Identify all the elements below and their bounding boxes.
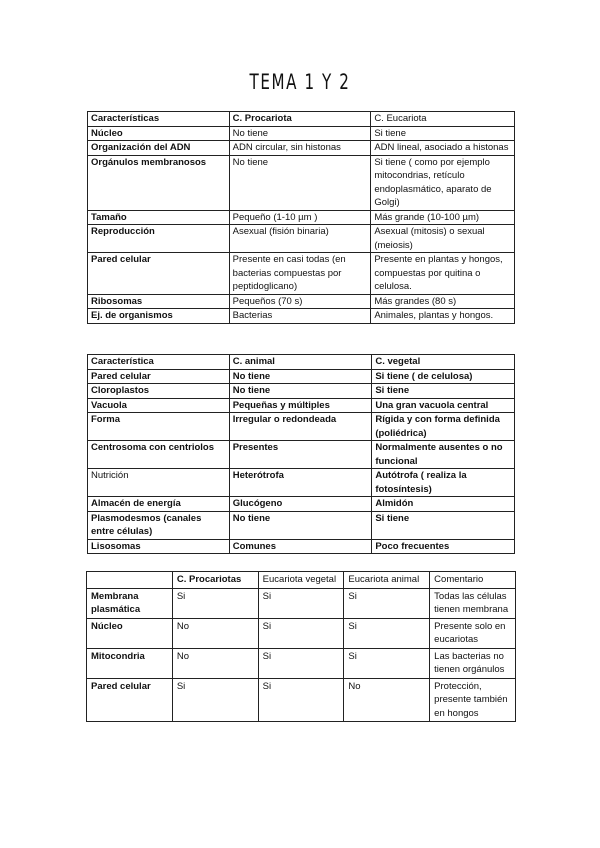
- table-cell: No tiene: [229, 155, 371, 210]
- table-cell: Si tiene: [371, 126, 515, 141]
- table-cell: Almidón: [372, 497, 515, 512]
- table-cell: Si tiene ( como por ejemplo mitocondrias, retículo endoplasmático, aparato de Golgi): [371, 155, 515, 210]
- header-cell: Característica: [88, 355, 230, 370]
- table-cell: No tiene: [229, 126, 371, 141]
- table-cell: Presente solo en eucariotas: [430, 618, 516, 648]
- table-row: [88, 398, 515, 413]
- table-cell: ADN lineal, asociado a histonas: [371, 141, 515, 156]
- row-label: Forma: [88, 413, 230, 441]
- table-cell: Asexual (fisión binaria): [229, 225, 371, 253]
- row-label: Orgánulos membranosos: [88, 155, 230, 210]
- row-label: Mitocondria: [87, 648, 173, 678]
- row-label: Núcleo: [88, 126, 230, 141]
- row-label: Organización del ADN: [88, 141, 230, 156]
- table-cell: Todas las células tienen membrana: [430, 588, 516, 618]
- table-row: [87, 678, 516, 722]
- table-cell: Pequeño (1-10 µm ): [229, 210, 371, 225]
- table-row: [88, 369, 515, 384]
- table-cell: Comunes: [229, 539, 372, 554]
- table-cell: Pequeños (70 s): [229, 294, 371, 309]
- row-label: Ribosomas: [88, 294, 230, 309]
- table-row: [88, 309, 515, 324]
- table-cell: No tiene: [229, 511, 372, 539]
- prokaryote-eukaryote-table: [87, 111, 515, 324]
- table-row: [88, 210, 515, 225]
- header-cell: Eucariota animal: [344, 572, 430, 589]
- table-row: [88, 225, 515, 253]
- row-label: Tamaño: [88, 210, 230, 225]
- table-cell: Una gran vacuola central: [372, 398, 515, 413]
- table-row: [88, 126, 515, 141]
- table-row: [88, 141, 515, 156]
- row-label: Plasmodesmos (canales entre células): [88, 511, 230, 539]
- table-cell: Bacterias: [229, 309, 371, 324]
- table-cell: Si: [258, 678, 344, 722]
- row-label: Nutrición: [88, 469, 230, 497]
- animal-plant-cell-table: [87, 354, 515, 554]
- table-row: [88, 413, 515, 441]
- table-cell: Presente en casi todas (en bacterias compuestas por peptidoglicano): [229, 253, 371, 295]
- table-header-row: [88, 355, 515, 370]
- table-row: [87, 588, 516, 618]
- table-row: [88, 511, 515, 539]
- table-cell: Protección, presente también en hongos: [430, 678, 516, 722]
- table-cell: Si: [258, 588, 344, 618]
- header-cell: C. Procariotas: [172, 572, 258, 589]
- table-cell: Pequeñas y múltiples: [229, 398, 372, 413]
- row-label: Núcleo: [87, 618, 173, 648]
- table-cell: Presentes: [229, 441, 372, 469]
- row-label: Centrosoma con centriolos: [88, 441, 230, 469]
- table-cell: No: [172, 618, 258, 648]
- row-label: Pared celular: [87, 678, 173, 722]
- table-header-row: [88, 112, 515, 127]
- table-row: [88, 384, 515, 399]
- header-cell: Eucariota vegetal: [258, 572, 344, 589]
- row-label: Pared celular: [88, 369, 230, 384]
- table-cell: Normalmente ausentes o no funcional: [372, 441, 515, 469]
- row-label: Almacén de energía: [88, 497, 230, 512]
- table-cell: Presente en plantas y hongos, compuestas por quitina o celulosa.: [371, 253, 515, 295]
- header-cell: C. Procariota: [229, 112, 371, 127]
- table-row: [88, 539, 515, 554]
- table-cell: Si tiene: [372, 511, 515, 539]
- table-cell: Rígida y con forma definida (poliédrica): [372, 413, 515, 441]
- row-label: Cloroplastos: [88, 384, 230, 399]
- table-cell: Más grandes (80 s): [371, 294, 515, 309]
- table-cell: Si: [258, 618, 344, 648]
- table-cell: Animales, plantas y hongos.: [371, 309, 515, 324]
- table-cell: Si: [258, 648, 344, 678]
- table-cell: Si tiene ( de celulosa): [372, 369, 515, 384]
- table-cell: No tiene: [229, 384, 372, 399]
- table-cell: Asexual (mitosis) o sexual (meiosis): [371, 225, 515, 253]
- row-label: Ej. de organismos: [88, 309, 230, 324]
- header-cell: C. vegetal: [372, 355, 515, 370]
- table-cell: No tiene: [229, 369, 372, 384]
- table-row: [88, 155, 515, 210]
- header-cell: [87, 572, 173, 589]
- cell-comparison-table: [86, 571, 516, 722]
- table-row: [88, 441, 515, 469]
- table-row: [87, 618, 516, 648]
- table-cell: Si: [172, 588, 258, 618]
- header-cell: Comentario: [430, 572, 516, 589]
- table-row: [88, 294, 515, 309]
- row-label: Vacuola: [88, 398, 230, 413]
- table-cell: No: [344, 678, 430, 722]
- table-row: [88, 253, 515, 295]
- table-cell: Si: [344, 588, 430, 618]
- row-label: Lisosomas: [88, 539, 230, 554]
- table-cell: ADN circular, sin histonas: [229, 141, 371, 156]
- table-cell: Autótrofa ( realiza la fotosíntesis): [372, 469, 515, 497]
- row-label: Membrana plasmática: [87, 588, 173, 618]
- table-cell: Irregular o redondeada: [229, 413, 372, 441]
- header-cell: C. animal: [229, 355, 372, 370]
- page-title: TEMA 1 Y 2: [249, 70, 351, 94]
- table-cell: Heterótrofa: [229, 469, 372, 497]
- header-cell: Características: [88, 112, 230, 127]
- table-cell: Poco frecuentes: [372, 539, 515, 554]
- table-cell: Si: [344, 648, 430, 678]
- table-cell: Las bacterias no tienen orgánulos: [430, 648, 516, 678]
- table-header-row: [87, 572, 516, 589]
- table-cell: Más grande (10-100 µm): [371, 210, 515, 225]
- table-row: [88, 497, 515, 512]
- table-row: [87, 648, 516, 678]
- table-cell: Si: [344, 618, 430, 648]
- table-cell: Glucógeno: [229, 497, 372, 512]
- row-label: Pared celular: [88, 253, 230, 295]
- table-row: [88, 469, 515, 497]
- table-cell: Si tiene: [372, 384, 515, 399]
- row-label: Reproducción: [88, 225, 230, 253]
- table-cell: No: [172, 648, 258, 678]
- header-cell: C. Eucariota: [371, 112, 515, 127]
- table-cell: Si: [172, 678, 258, 722]
